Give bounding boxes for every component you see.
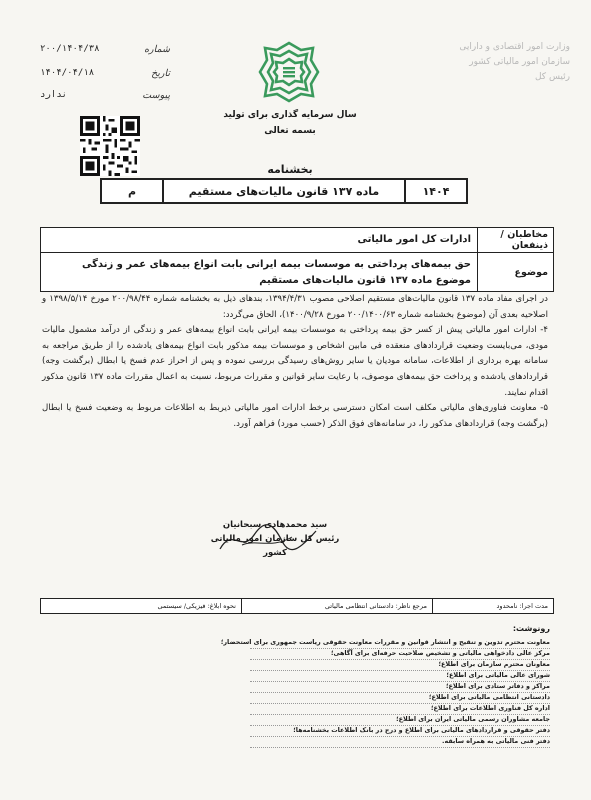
cc-item: دفتر حقوقی و قراردادهای مالیاتی برای اطلاع و درج در بانک اطلاعات بخشنامه‌ها؛ xyxy=(250,726,550,737)
bismillah: بسمه تعالی xyxy=(264,126,316,136)
number-row xyxy=(40,44,170,55)
number-label: شماره xyxy=(144,44,170,55)
year-slogan: سال سرمایه گذاری برای تولید xyxy=(223,110,357,120)
circular-number-bar xyxy=(100,178,468,204)
attachment-value: ندارد xyxy=(40,90,68,100)
cc-item: مرکز عالی دادخواهی مالیاتی و تشخیص صلاحیت حرفه‌ای برای آگاهی؛ xyxy=(250,649,550,660)
circular-subject: ماده ۱۳۷ قانون مالیات‌های مستقیم xyxy=(162,180,404,202)
cc-title: رونوشت: xyxy=(512,624,550,633)
body-item-5: ۵- معاونت فناوری‌های مالیاتی مکلف است امکان دسترسی برخط ادارات امور مالیاتی ذیربط به اطلاعات مربوط به وضعیت فسخ یا ابطال (برگشت وجه) قراردادهای مذکور را، در سامانه‌های فوق الذکر (حسب مورد) فراهم آورد. xyxy=(42,403,548,429)
tax-organization-logo-icon xyxy=(257,40,321,104)
cc-item: مراکز و دفاتر ستادی برای اطلاع؛ xyxy=(250,682,550,693)
info-table xyxy=(40,227,554,292)
date-row xyxy=(40,68,170,79)
attachment-row xyxy=(40,90,170,101)
subject-value: حق بیمه‌های پرداختی به موسسات بیمه ایرانی بابت انواع بیمه‌های عمر و زندگی موضوع ماده ۱۳۷ قانون مالیات‌های مستقیم xyxy=(81,259,471,286)
body-item-4: ۴- ادارات امور مالیاتی پیش از کسر حق بیمه پرداختی به موسسات بیمه ایرانی بابت انواع بیمه‌های عمر و زندگی از درآمد مشمول مالیات مودی، می‌بایست وضعیت قراردادهای منعقده فی مابین اشخاص و موسسات بیمه مذکور بابت انواع بیمه‌های یادشده را از طریق مراجعه به سامانه بهره برداری از اطلاعات، سامانه مودیان یا سایر روش‌های رسیدگی بررسی نموده و پس از احراز عدم فسخ یا ابطال (برگشت وجه) قراردادهای یادشده و پرداخت حق بیمه‌های موصوف، با رعایت سایر قوانین و مقررات مربوط، نسبت به اعمال مقررات ماده ۱۳۷ قانون مذکور اقدام نمایند. xyxy=(42,325,548,398)
circular-code: م xyxy=(127,184,137,198)
qr-code-icon xyxy=(80,116,140,176)
cc-item: اداره کل فناوری اطلاعات برای اطلاع؛ xyxy=(250,704,550,715)
signatory-title: رئیس کل سازمان امور مالیاتی کشور xyxy=(210,534,340,558)
recipients-label: مخاطبان /ذینفعان xyxy=(477,228,553,252)
supervisor-cell: مرجع ناظر: دادستانی انتظامی مالیاتی xyxy=(241,599,432,613)
attachment-label: پیوست xyxy=(142,90,170,101)
document-body xyxy=(42,292,548,432)
cc-item: دادستانی انتظامی مالیاتی برای اطلاع؛ xyxy=(250,693,550,704)
cc-list xyxy=(220,638,550,748)
footer-meta-table xyxy=(40,598,554,614)
organization-line: سازمان امور مالیاتی کشور xyxy=(469,57,570,67)
subject-row xyxy=(41,253,553,291)
signatory-name: سید محمدهادی سبحانیان xyxy=(222,520,328,530)
recipients-row xyxy=(41,228,553,253)
signature-block xyxy=(200,518,350,560)
cc-item: دفتر فنی مالیاتی به همراه سابقه. xyxy=(250,737,550,748)
document-type-title: بخشنامه xyxy=(267,163,313,176)
cc-item: معاونت محترم تدوین و تنقیح و انتشار قوانین و مقررات معاونت حقوقی ریاست جمهوری برای استحضار؛ xyxy=(250,638,550,649)
circular-year: ۱۴۰۴ xyxy=(404,180,466,202)
distribution-cell: نحوه ابلاغ: فیزیکی/ سیستمی xyxy=(157,602,236,610)
number-value: ۲۰۰/۱۴۰۴/۳۸ xyxy=(40,44,100,54)
organization-line: وزارت امور اقتصادی و دارایی xyxy=(459,42,570,52)
date-value: ۱۴۰۴/۰۴/۱۸ xyxy=(40,68,95,78)
organization-line: رئیس کل xyxy=(534,72,570,82)
recipients-value: ادارات کل امور مالیاتی xyxy=(357,234,471,245)
cc-item: معاونان محترم سازمان برای اطلاع؛ xyxy=(250,660,550,671)
cc-item: جامعه مشاوران رسمی مالیاتی ایران برای اطلاع؛ xyxy=(250,715,550,726)
body-intro: در اجرای مفاد ماده ۱۳۷ قانون مالیات‌های مستقیم اصلاحی مصوب ۱۳۹۴/۴/۳۱، بندهای ذیل به بخشنامه شماره ۲۰۰/۹۸/۴۴ مورخ ۱۳۹۸/۵/۱۴ و اصلاحیه بعدی آن (موضوع بخشنامه شماره ۲۰۰/۱۴۰۰/۶۳ مورخ ۱۴۰۰/۹/۲۸)، الحاق می‌گردد: xyxy=(42,294,548,320)
validity-cell: مدت اجرا: نامحدود xyxy=(432,599,553,613)
subject-label: موضوع xyxy=(477,253,553,291)
cc-item: شورای عالی مالیاتی برای اطلاع؛ xyxy=(250,671,550,682)
date-label: تاریخ xyxy=(151,68,170,79)
organization-name xyxy=(430,40,570,85)
